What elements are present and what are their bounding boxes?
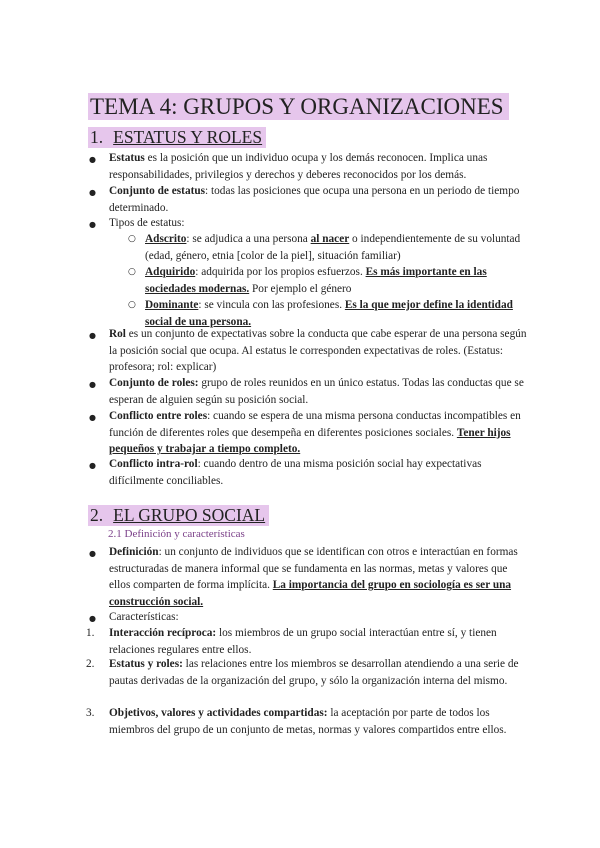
paragraph-conjunto-roles xyxy=(109,375,529,408)
bullet-icon: ● xyxy=(89,549,96,558)
list-item xyxy=(109,705,529,738)
paragraph-conflicto-roles xyxy=(109,408,529,458)
text: las relaciones entre los miembros se desarrollan atendiendo a una serie de pautas derivadas de la organización del grupo, y sólo la organización interna del mismo. xyxy=(109,658,519,687)
text: es un conjunto de expectativas sobre la conducta que cabe esperar de una persona según la posición social que ocupa. Al estatus le corresponden expectativas de roles. (Estatus: profesora; rol: explicar) xyxy=(109,328,527,373)
emphasis: Es más importante en las sociedades modernas. xyxy=(145,266,487,295)
paragraph-caracteristicas: Características: xyxy=(109,611,179,623)
paragraph-tipos: Tipos de estatus: xyxy=(109,217,185,229)
list-number: 3. xyxy=(86,707,95,719)
text: es la posición que un individuo ocupa y los demás reconocen. Implica unas responsabilidades, privilegios y derechos y deberes reconocidos por los demás. xyxy=(109,152,488,181)
text: los miembros de un grupo social interactúan entre sí, y tienen relaciones regulares entre ellos. xyxy=(109,627,497,656)
paragraph-adquirido xyxy=(145,264,530,297)
bullet-icon: ● xyxy=(89,331,96,340)
bullet-icon: ● xyxy=(89,380,96,389)
paragraph-conjunto-estatus xyxy=(109,183,529,216)
list-number: 2. xyxy=(86,658,95,670)
term: Conjunto de estatus xyxy=(109,185,206,197)
term: Interacción recíproca: xyxy=(109,627,217,639)
text: la aceptación por parte de todos los miembros del grupo de un conjunto de metas, normas y valores compartidos entre ellos. xyxy=(109,707,507,736)
text: : se vincula con las profesiones. xyxy=(198,299,345,311)
page-title: TEMA 4: GRUPOS Y ORGANIZACIONES xyxy=(88,93,509,120)
text: Por ejemplo el género xyxy=(249,282,352,295)
term: Conflicto entre roles xyxy=(109,410,208,422)
term: Conjunto de roles: xyxy=(109,377,199,389)
bullet-icon: ● xyxy=(89,413,96,422)
emphasis: Es la que mejor define la identidad social de una persona. xyxy=(145,299,513,328)
section-heading-1 xyxy=(88,127,266,148)
term: Dominante xyxy=(145,299,199,311)
text: : cuando se espera de una misma persona conductas incompatibles en función de diferentes roles que desempeña en diferentes posiciones sociales. xyxy=(109,410,521,439)
text: grupo de roles reunidos en un único estatus. Todas las conductas que se esperan de alguien según su posición social. xyxy=(109,377,524,406)
bullet-icon: ● xyxy=(89,188,96,197)
list-item xyxy=(109,656,529,689)
term: Definición xyxy=(109,546,159,558)
paragraph-definicion xyxy=(109,544,529,610)
section-number: 2. xyxy=(90,505,104,525)
term: Estatus xyxy=(109,152,145,164)
text: : adquirida por los propios esfuerzos. xyxy=(195,266,366,278)
paragraph-conflicto-intra xyxy=(109,456,529,489)
paragraph-adscrito xyxy=(145,231,530,264)
bullet-icon: ● xyxy=(89,614,96,623)
term: Rol xyxy=(109,328,126,340)
circle-bullet-icon: ○ xyxy=(128,300,136,310)
bullet-icon: ● xyxy=(89,461,96,470)
list-number: 1. xyxy=(86,627,95,639)
section-title: ESTATUS Y ROLES xyxy=(113,127,263,147)
term: Estatus y roles: xyxy=(109,658,183,670)
paragraph-rol xyxy=(109,326,529,376)
circle-bullet-icon: ○ xyxy=(128,234,136,244)
text: : todas las posiciones que ocupa una persona en un periodo de tiempo determinado. xyxy=(109,185,520,214)
term: Objetivos, valores y actividades compartidas: xyxy=(109,707,328,719)
circle-bullet-icon: ○ xyxy=(128,267,136,277)
bullet-icon: ● xyxy=(89,155,96,164)
emphasis: Tener hijos pequeños y trabajar a tiempo completo. xyxy=(109,426,511,455)
text: : se adjudica a una persona xyxy=(186,233,311,245)
term: Adquirido xyxy=(145,266,196,278)
subsection-heading: 2.1 Definición y características xyxy=(108,528,245,540)
text: : un conjunto de individuos que se identifican con otros e interactúan en formas estructuradas de manera informal que se fundamenta en las normas, metas y valores que ellos comparten de forma implícita. xyxy=(109,546,518,591)
list-item xyxy=(109,625,529,658)
section-title: EL GRUPO SOCIAL xyxy=(113,505,266,525)
emphasis: al nacer xyxy=(310,233,350,245)
section-number: 1. xyxy=(90,127,104,147)
bullet-icon: ● xyxy=(89,220,96,229)
emphasis: La importancia del grupo en sociología es ser una construcción social. xyxy=(109,579,512,608)
term: Conflicto intra-rol xyxy=(109,458,198,470)
section-heading-2 xyxy=(88,505,269,526)
text: o independientemente de su voluntad (edad, género, etnia [color de la piel], situación familiar) xyxy=(145,233,521,262)
paragraph-estatus xyxy=(109,150,529,183)
term: Adscrito xyxy=(145,233,187,245)
text: : cuando dentro de una misma posición social hay expectativas difícilmente conciliables. xyxy=(109,458,482,487)
